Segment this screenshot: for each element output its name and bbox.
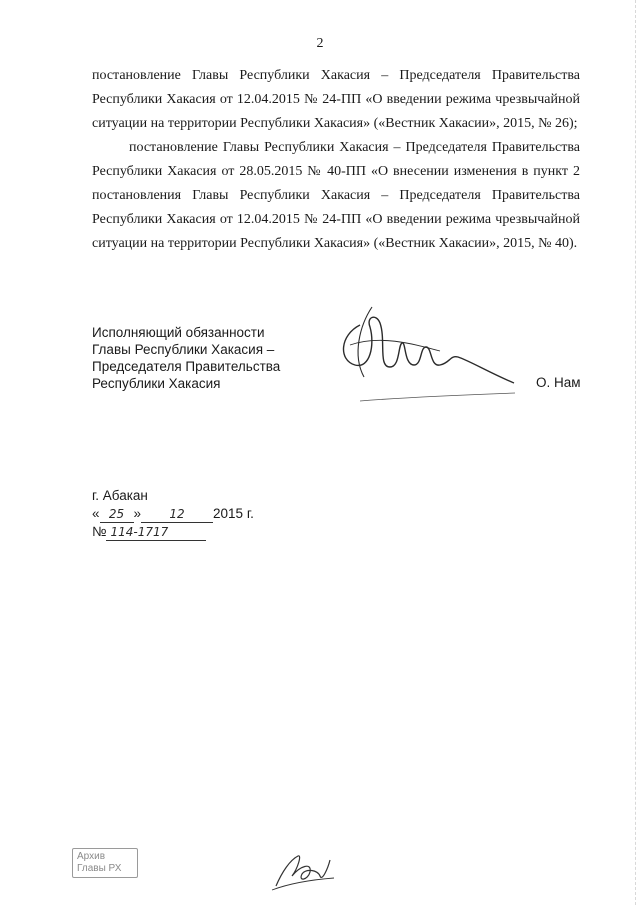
date-year: 2015 г. — [213, 506, 254, 521]
date-day: 25 — [100, 506, 134, 523]
number-value: 114-1717 — [106, 524, 206, 541]
page-number: 2 — [316, 36, 324, 51]
signer-name: О. Нам — [536, 375, 581, 390]
place-date-block — [92, 487, 254, 541]
signatory-line-2: Главы Республики Хакасия – — [92, 342, 275, 357]
date-close-quote: » — [133, 506, 142, 521]
date-line — [92, 505, 254, 523]
signatory-line-4: Республики Хакасия — [92, 376, 221, 391]
place: г. Абакан — [92, 488, 148, 503]
signatory-title — [92, 324, 280, 392]
number-line — [92, 523, 254, 541]
date-month: 12 — [141, 506, 213, 523]
stamp-line-1: Архив — [77, 851, 106, 862]
archive-stamp — [72, 848, 138, 878]
signatory-line-1: Исполняющий обязанности — [92, 325, 265, 340]
scan-edge — [634, 0, 636, 905]
document-body — [92, 64, 580, 256]
paragraph-2: постановление Главы Республики Хакасия – Председателя Правительства Республики Хакасия от 28.05.2015 № 40-ПП «О внесении изменения в пункт 2 постановления Главы Республики Хакасия – Председателя Правительства Республики Хакасия от 12.04.2015 № 24-ПП «О введении режима чрезвычайной ситуации на территории Республики Хакасия» («Вестник Хакасии», 2015, № 40). — [92, 140, 580, 251]
handwritten-initials — [268, 850, 338, 892]
date-open-quote: « — [92, 506, 100, 521]
number-prefix: № — [92, 524, 107, 539]
paragraph-1: постановление Главы Республики Хакасия – Председателя Правительства Республики Хакасия от 12.04.2015 № 24-ПП «О введении режима чрезвычайной ситуации на территории Республики Хакасия» («Вестник Хакасии», 2015, № 26); — [92, 68, 580, 131]
signatory-line-3: Председателя Правительства — [92, 359, 281, 374]
handwritten-signature — [330, 305, 520, 405]
stamp-line-2: Главы РХ — [77, 863, 122, 874]
